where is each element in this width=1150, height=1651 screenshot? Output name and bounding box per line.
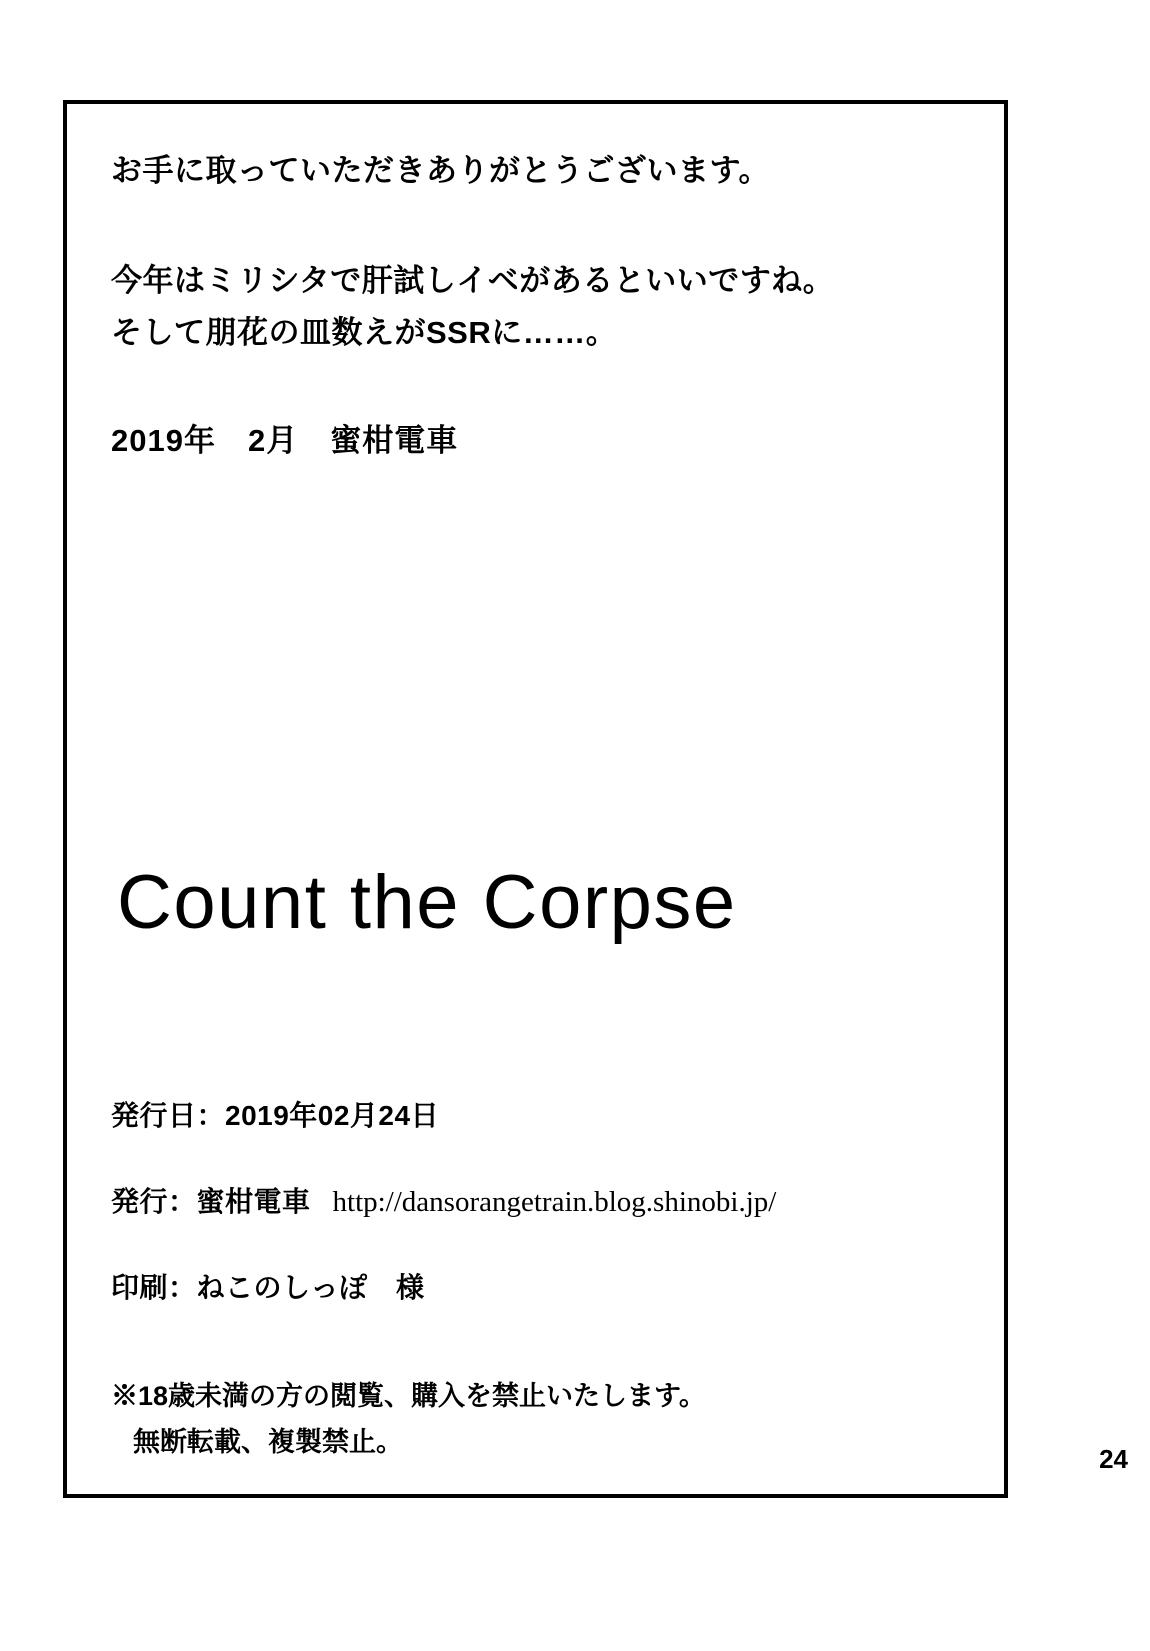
- credit-row: [111, 1180, 991, 1220]
- credit-label: 印刷：ねこのしっぽ 様: [111, 1272, 425, 1303]
- credits-block: [111, 1094, 991, 1352]
- afterword-line-2: そして朋花の皿数えがSSRに……。: [111, 315, 618, 351]
- work-title: Count the Corpse: [117, 860, 737, 945]
- age-notice-sub: 無断転載、複製禁止。: [133, 1426, 403, 1457]
- colophon-inner: [89, 104, 986, 1494]
- colophon-frame: [63, 100, 1008, 1498]
- publisher-url[interactable]: http://dansorangetrain.blog.shinobi.jp/: [332, 1186, 777, 1218]
- credit-label: 発行：蜜柑電車: [111, 1186, 311, 1217]
- afterword-line-1: 今年はミリシタで肝試しイベがあるといいですね。: [111, 263, 835, 298]
- age-notice: [111, 1376, 706, 1464]
- signature-date: 2019年 2月 蜜柑電車: [111, 423, 459, 458]
- credit-row: [111, 1094, 991, 1134]
- age-notice-main: ※18歳未満の方の閲覧、購入を禁止いたします。: [111, 1381, 706, 1411]
- credit-label: 発行日：2019年02月24日: [111, 1100, 440, 1131]
- greeting-text: お手に取っていただきありがとうございます。: [111, 153, 771, 188]
- page-number: 24: [1099, 1444, 1128, 1474]
- afterword-paragraph: [111, 256, 834, 358]
- credit-row: [111, 1266, 991, 1306]
